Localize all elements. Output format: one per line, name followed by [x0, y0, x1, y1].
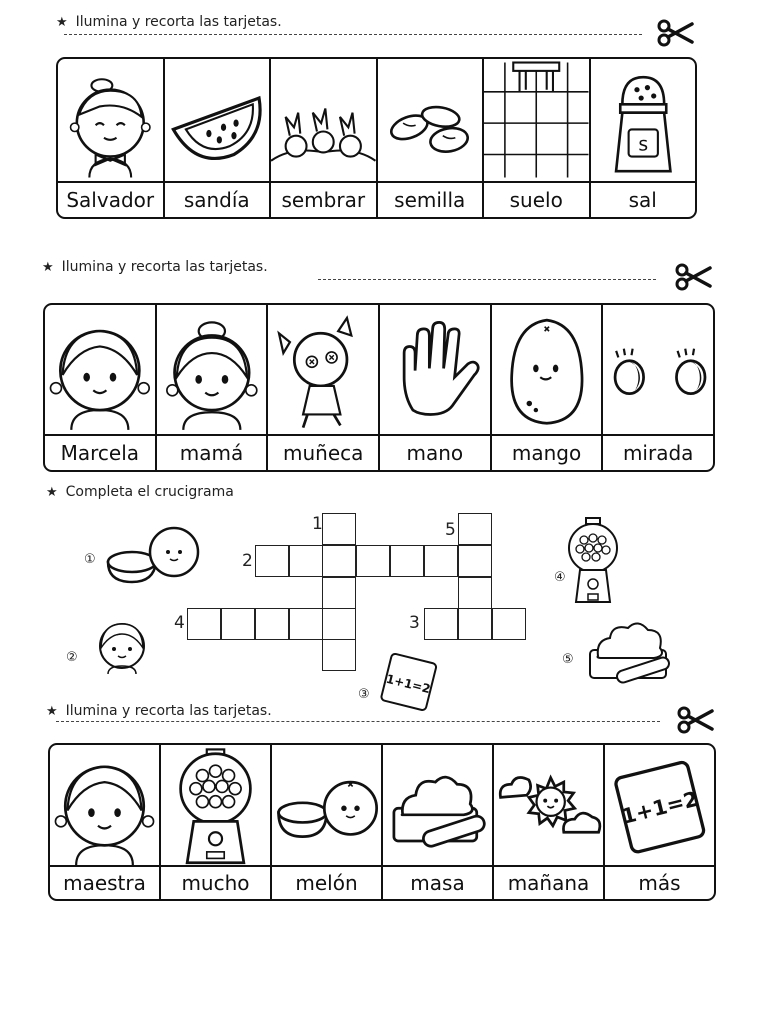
instruction-3 — [46, 703, 272, 719]
math-card-text: 1+1=2 — [384, 671, 432, 697]
instruction-crossword — [46, 484, 234, 500]
melon-icon — [104, 522, 200, 586]
card-muneca[interactable] — [268, 305, 380, 470]
math-card-icon — [605, 745, 714, 865]
math-card-icon — [376, 650, 442, 712]
card-sembrar[interactable] — [271, 59, 378, 217]
crossword-cell[interactable] — [255, 608, 289, 640]
crossword-cell[interactable] — [322, 545, 356, 577]
card-sal[interactable] — [591, 59, 696, 217]
dough-icon — [383, 745, 492, 865]
crossword-cell[interactable] — [322, 608, 356, 640]
seeds-icon — [378, 59, 483, 181]
instruction-text: Completa el crucigrama — [65, 484, 234, 500]
instruction-text: Ilumina y recorta las tarjetas. — [65, 703, 272, 719]
instruction-text: Ilumina y recorta las tarjetas. — [61, 259, 268, 275]
crossword-cell[interactable] — [424, 608, 458, 640]
card-word: mucho — [161, 865, 270, 899]
clue-number: ③ — [358, 687, 370, 702]
card-word: mirada — [603, 434, 713, 470]
boy-icon — [58, 59, 163, 181]
salt-shaker-icon — [591, 59, 696, 181]
card-word: mamá — [157, 434, 267, 470]
crossword-cell[interactable] — [221, 608, 255, 640]
card-mama[interactable] — [157, 305, 269, 470]
card-marcela[interactable] — [45, 305, 157, 470]
crossword-number: 2 — [242, 551, 253, 571]
clue-number: ⑤ — [562, 652, 574, 667]
clue-number: ① — [84, 552, 96, 567]
card-strip-2 — [43, 303, 715, 472]
card-masa[interactable] — [383, 745, 494, 899]
card-melon[interactable] — [272, 745, 383, 899]
teacher-icon — [50, 745, 159, 865]
card-word: sandía — [165, 181, 270, 217]
card-mucho[interactable] — [161, 745, 272, 899]
clue-number: ② — [66, 650, 78, 665]
card-word: maestra — [50, 865, 159, 899]
card-mano[interactable] — [380, 305, 492, 470]
sun-clouds-icon — [494, 745, 603, 865]
cut-line — [318, 279, 656, 280]
melon-icon — [272, 745, 381, 865]
mother-icon — [157, 305, 267, 434]
card-word: melón — [272, 865, 381, 899]
crossword-number: 3 — [409, 613, 420, 633]
scissors-icon — [676, 705, 714, 735]
doll-icon — [268, 305, 378, 434]
scissors-icon — [674, 262, 712, 292]
card-word: sembrar — [271, 181, 376, 217]
card-mango[interactable] — [492, 305, 604, 470]
crossword-cell[interactable] — [458, 513, 492, 545]
card-word: mano — [380, 434, 490, 470]
card-word: suelo — [484, 181, 589, 217]
cut-line — [56, 721, 660, 722]
eyes-icon — [603, 305, 713, 434]
star-icon: ★ — [42, 259, 54, 275]
clue-number: ④ — [554, 570, 566, 585]
crossword-cell[interactable] — [187, 608, 221, 640]
card-word: Salvador — [58, 181, 163, 217]
card-suelo[interactable] — [484, 59, 591, 217]
watermelon-icon — [165, 59, 270, 181]
card-mas[interactable] — [605, 745, 714, 899]
mango-icon — [492, 305, 602, 434]
card-word: muñeca — [268, 434, 378, 470]
gumball-machine-icon — [161, 745, 270, 865]
card-word: sal — [591, 181, 696, 217]
card-word: mañana — [494, 865, 603, 899]
crossword-cell[interactable] — [458, 608, 492, 640]
instruction-text: Ilumina y recorta las tarjetas. — [75, 14, 282, 30]
girl-icon — [45, 305, 155, 434]
crossword-cell[interactable] — [424, 545, 458, 577]
crossword-cell[interactable] — [289, 608, 323, 640]
crossword-cell[interactable] — [289, 545, 323, 577]
card-word: semilla — [378, 181, 483, 217]
card-mirada[interactable] — [603, 305, 713, 470]
crossword-cell[interactable] — [322, 513, 356, 545]
card-word: Marcela — [45, 434, 155, 470]
card-word: masa — [383, 865, 492, 899]
scissors-icon — [656, 18, 694, 48]
crossword-cell[interactable] — [492, 608, 526, 640]
card-sandia[interactable] — [165, 59, 272, 217]
crossword-cell[interactable] — [458, 545, 492, 577]
crossword-cell[interactable] — [322, 639, 356, 671]
crossword-number: 4 — [174, 613, 185, 633]
cut-line — [64, 34, 642, 35]
salt-letter: s — [637, 134, 648, 156]
instruction-2 — [42, 259, 268, 275]
star-icon: ★ — [46, 484, 58, 500]
crossword-cell[interactable] — [390, 545, 424, 577]
crossword-number: 5 — [445, 520, 456, 540]
star-icon: ★ — [46, 703, 58, 719]
card-manana[interactable] — [494, 745, 605, 899]
crossword-cell[interactable] — [322, 577, 356, 609]
instruction-1 — [56, 14, 282, 30]
card-word: más — [605, 865, 714, 899]
hand-icon — [380, 305, 490, 434]
card-strip-1 — [56, 57, 697, 219]
sprouts-icon — [271, 59, 376, 181]
math-card-text: 1+1=2 — [619, 786, 701, 829]
crossword-number: 1 — [312, 514, 323, 534]
crossword-cell[interactable] — [356, 545, 390, 577]
card-maestra[interactable] — [50, 745, 161, 899]
floor-tiles-icon — [484, 59, 589, 181]
star-icon: ★ — [56, 14, 68, 30]
crossword-cell[interactable] — [255, 545, 289, 577]
card-semilla[interactable] — [378, 59, 485, 217]
girl-icon — [90, 616, 154, 674]
dough-icon — [586, 616, 680, 686]
card-word: mango — [492, 434, 602, 470]
crossword-cell[interactable] — [458, 577, 492, 609]
gumball-machine-icon — [562, 516, 624, 606]
card-salvador[interactable] — [58, 59, 165, 217]
card-strip-3 — [48, 743, 716, 901]
